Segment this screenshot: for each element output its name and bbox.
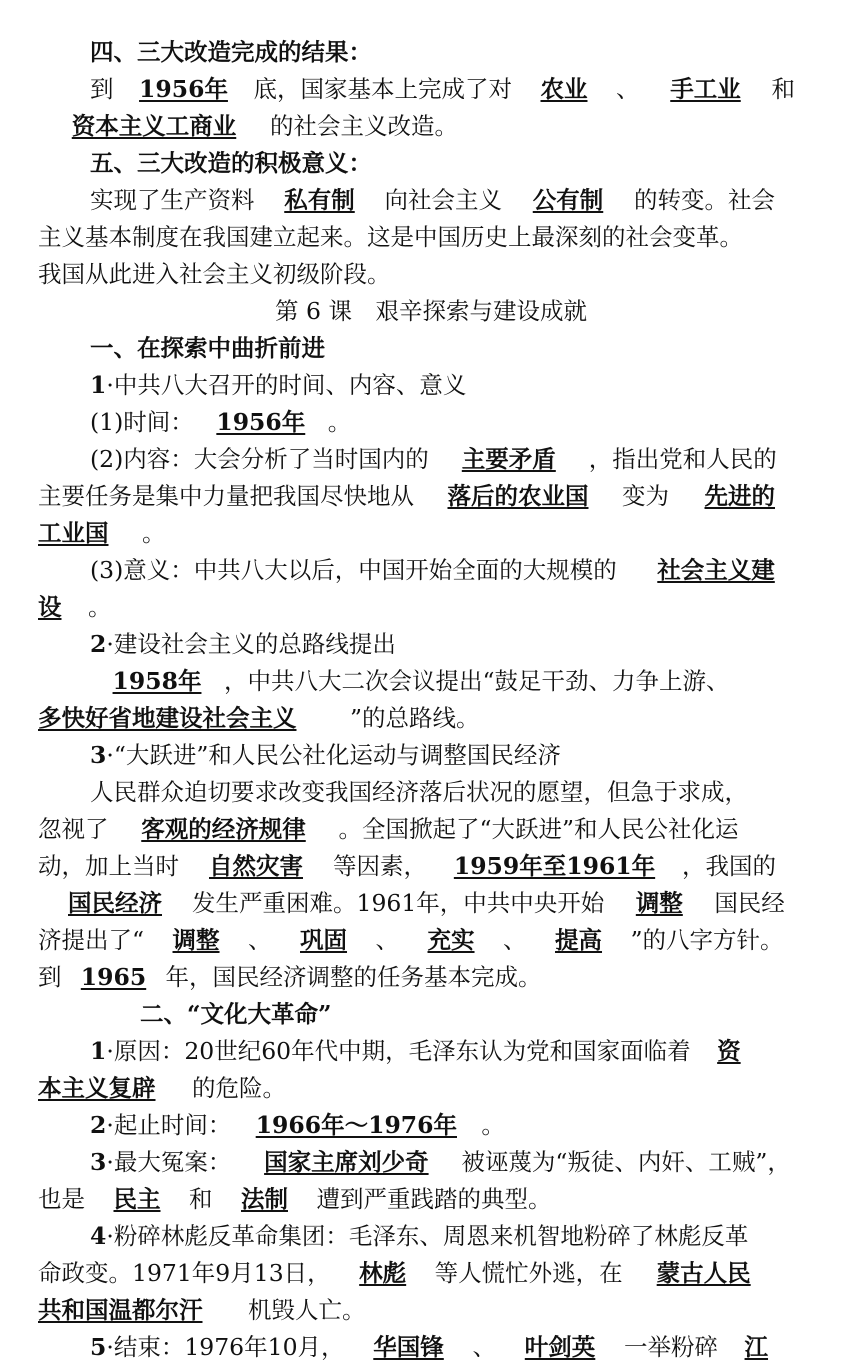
answer-blank: 1956年 bbox=[216, 408, 306, 436]
item-number: 4 bbox=[90, 1222, 107, 1250]
p2-1-line-2 bbox=[38, 1070, 824, 1107]
text: 主要任务是集中力量把我国尽快地从 bbox=[38, 482, 414, 510]
text: (1)时间： bbox=[90, 408, 194, 436]
part-2-title: 二、“文化大革命” bbox=[140, 1000, 332, 1028]
p1-content-1 bbox=[38, 441, 824, 478]
text: 机毁人亡。 bbox=[248, 1296, 366, 1324]
text: 的转变。社会 bbox=[634, 186, 775, 214]
answer-blank: 提高 bbox=[555, 926, 603, 954]
answer-blank: 国民经济 bbox=[68, 889, 162, 917]
answer-blank: 私有制 bbox=[284, 186, 355, 214]
text: (3)意义：中共八大以后，中国开始全面的大规模的 bbox=[90, 556, 617, 584]
text: 。 bbox=[88, 593, 112, 621]
text: 、 bbox=[248, 926, 272, 954]
p1-content-3 bbox=[38, 515, 824, 552]
section-5-line-3: 我国从此进入社会主义初级阶段。 bbox=[38, 260, 391, 288]
text: 底，国家基本上完成了对 bbox=[253, 75, 512, 103]
text: ·最大冤案： bbox=[106, 1148, 232, 1176]
text: 。 bbox=[142, 519, 166, 547]
item-number: 3 bbox=[90, 741, 107, 769]
p2-3-line-2 bbox=[38, 1181, 824, 1218]
text: 、 bbox=[375, 926, 400, 954]
p2-line-1 bbox=[38, 663, 824, 700]
item-number: 2 bbox=[90, 630, 107, 658]
p3-line-1: 人民群众迫切要求改变我国经济落后状况的愿望，但急于求成， bbox=[90, 778, 748, 806]
text: ·结束：1976年10月， bbox=[106, 1333, 345, 1361]
p1-content-2 bbox=[38, 478, 824, 515]
answer-blank: 社会主义建 bbox=[657, 556, 775, 584]
answer-blank: 国家主席刘少奇 bbox=[264, 1148, 429, 1176]
p2-5-line-1 bbox=[38, 1329, 824, 1366]
p2-3-line-1 bbox=[38, 1144, 824, 1181]
text: 到 bbox=[90, 75, 114, 103]
text: 的危险。 bbox=[192, 1074, 286, 1102]
text: 济提出了“ bbox=[38, 926, 145, 954]
text: 。 bbox=[481, 1111, 505, 1139]
text: 也是 bbox=[38, 1185, 85, 1213]
text: ，我国的 bbox=[682, 852, 776, 880]
p3-line-6 bbox=[38, 959, 824, 996]
answer-blank: 华国锋 bbox=[373, 1333, 444, 1361]
text: 、 bbox=[472, 1333, 497, 1361]
answer-blank: 落后的农业国 bbox=[447, 482, 589, 510]
item-number: 1 bbox=[90, 371, 107, 399]
answer-blank: 手工业 bbox=[670, 75, 741, 103]
text: ”的总路线。 bbox=[350, 704, 480, 732]
answer-blank: 1958年 bbox=[112, 667, 202, 695]
text: 的社会主义改造。 bbox=[270, 112, 458, 140]
answer-blank: 共和国温都尔汗 bbox=[38, 1296, 203, 1324]
answer-blank: 公有制 bbox=[532, 186, 604, 214]
p2-1-line-1 bbox=[38, 1033, 824, 1070]
section-5-line-2: 主义基本制度在我国建立起来。这是中国历史上最深刻的社会变革。 bbox=[38, 223, 743, 251]
answer-blank: 客观的经济规律 bbox=[141, 815, 306, 843]
text: ·起止时间： bbox=[106, 1111, 232, 1139]
text: ·中共八大召开的时间、内容、意义 bbox=[106, 371, 467, 399]
section-5-title: 五、三大改造的积极意义： bbox=[90, 149, 372, 177]
answer-blank: 充实 bbox=[427, 926, 475, 954]
p3-heading bbox=[38, 737, 824, 774]
answer-blank: 叶剑英 bbox=[524, 1333, 596, 1361]
p2-heading bbox=[38, 626, 824, 663]
p3-line-4 bbox=[38, 885, 824, 922]
answer-blank: 设 bbox=[38, 593, 62, 621]
answer-blank: 法制 bbox=[241, 1185, 288, 1213]
answer-blank: 本主义复辟 bbox=[38, 1074, 156, 1102]
answer-blank: 1965 bbox=[80, 963, 147, 991]
answer-blank: 资 bbox=[717, 1037, 741, 1065]
p2-4-line-1 bbox=[38, 1218, 824, 1255]
text: 。 bbox=[327, 408, 352, 436]
text: ·建设社会主义的总路线提出 bbox=[106, 630, 396, 658]
item-number: 5 bbox=[90, 1333, 107, 1361]
text: 被诬蔑为“叛徒、内奸、工贼”， bbox=[461, 1148, 791, 1176]
item-number: 1 bbox=[90, 1037, 107, 1065]
p1-time bbox=[38, 404, 824, 441]
part-1-title: 一、在探索中曲折前进 bbox=[90, 334, 325, 362]
p3-line-2 bbox=[38, 811, 824, 848]
answer-blank: 调整 bbox=[635, 889, 683, 917]
text: 实现了生产资料 bbox=[90, 186, 255, 214]
answer-blank: 1966年～1976年 bbox=[255, 1111, 457, 1139]
text: 命政变。1971年9月13日， bbox=[38, 1259, 331, 1287]
text: 年，国民经济调整的任务基本完成。 bbox=[165, 963, 542, 991]
text: 。全国掀起了“大跃进”和人民公社化运 bbox=[338, 815, 739, 843]
p1-heading bbox=[38, 367, 824, 404]
text: 动，加上当时 bbox=[38, 852, 179, 880]
answer-blank: 农业 bbox=[540, 75, 588, 103]
text: 向社会主义 bbox=[384, 186, 502, 214]
p2-4-line-3 bbox=[38, 1292, 824, 1329]
text: 和 bbox=[771, 75, 795, 103]
answer-blank: 多快好省地建设社会主义 bbox=[38, 704, 297, 732]
item-number: 3 bbox=[90, 1148, 107, 1176]
text: ，指出党和人民的 bbox=[588, 445, 777, 473]
p1-meaning-1 bbox=[38, 552, 824, 589]
section-4-line-1 bbox=[38, 71, 824, 108]
text: 国民经 bbox=[714, 889, 785, 917]
section-4-title: 四、三大改造完成的结果： bbox=[90, 38, 372, 66]
text: (2)内容：大会分析了当时国内的 bbox=[90, 445, 429, 473]
text: ·粉碎林彪反革命集团：毛泽东、周恩来机智地粉碎了林彪反革 bbox=[106, 1222, 749, 1250]
lesson-title: 第 6 课 艰辛探索与建设成就 bbox=[275, 297, 587, 325]
answer-blank: 巩固 bbox=[300, 926, 348, 954]
p2-4-line-2 bbox=[38, 1255, 824, 1292]
p3-line-3 bbox=[38, 848, 824, 885]
text: 、 bbox=[616, 75, 640, 103]
text: 到 bbox=[38, 963, 62, 991]
p2-2-line bbox=[38, 1107, 824, 1144]
text: 变为 bbox=[622, 482, 669, 510]
answer-blank: 江 bbox=[744, 1333, 769, 1361]
text: 发生严重困难。1961年，中共中央开始 bbox=[192, 889, 605, 917]
item-number: 2 bbox=[90, 1111, 107, 1139]
text: 等人慌忙外逃，在 bbox=[434, 1259, 623, 1287]
section-5-line-1 bbox=[38, 182, 824, 219]
p3-line-5 bbox=[38, 922, 824, 959]
answer-blank: 先进的 bbox=[704, 482, 775, 510]
text: ·原因：20世纪60年代中期，毛泽东认为党和国家面临着 bbox=[106, 1037, 691, 1065]
answer-blank: 自然灾害 bbox=[209, 852, 303, 880]
text: 和 bbox=[189, 1185, 213, 1213]
answer-blank: 林彪 bbox=[359, 1259, 407, 1287]
text: 忽视了 bbox=[38, 815, 109, 843]
answer-blank: 民主 bbox=[113, 1185, 161, 1213]
p2-line-2 bbox=[38, 700, 824, 737]
text: ，中共八大二次会议提出“鼓足干劲、力争上游、 bbox=[224, 667, 730, 695]
answer-blank: 蒙古人民 bbox=[656, 1259, 751, 1287]
answer-blank: 工业国 bbox=[38, 519, 109, 547]
answer-blank: 资本主义工商业 bbox=[71, 112, 237, 140]
answer-blank: 1956年 bbox=[139, 75, 228, 103]
text: 遭到严重践踏的典型。 bbox=[316, 1185, 552, 1213]
answer-blank: 调整 bbox=[172, 926, 220, 954]
text: 等因素， bbox=[333, 852, 427, 880]
section-4-line-2 bbox=[38, 108, 824, 145]
text: 、 bbox=[503, 926, 527, 954]
answer-blank: 主要矛盾 bbox=[461, 445, 556, 473]
p1-meaning-2 bbox=[38, 589, 824, 626]
text: ·“大跃进”和人民公社化运动与调整国民经济 bbox=[106, 741, 561, 769]
answer-blank: 1959年至1961年 bbox=[453, 852, 656, 880]
text: ”的八字方针。 bbox=[630, 926, 784, 954]
text: 一举粉碎 bbox=[624, 1333, 719, 1361]
